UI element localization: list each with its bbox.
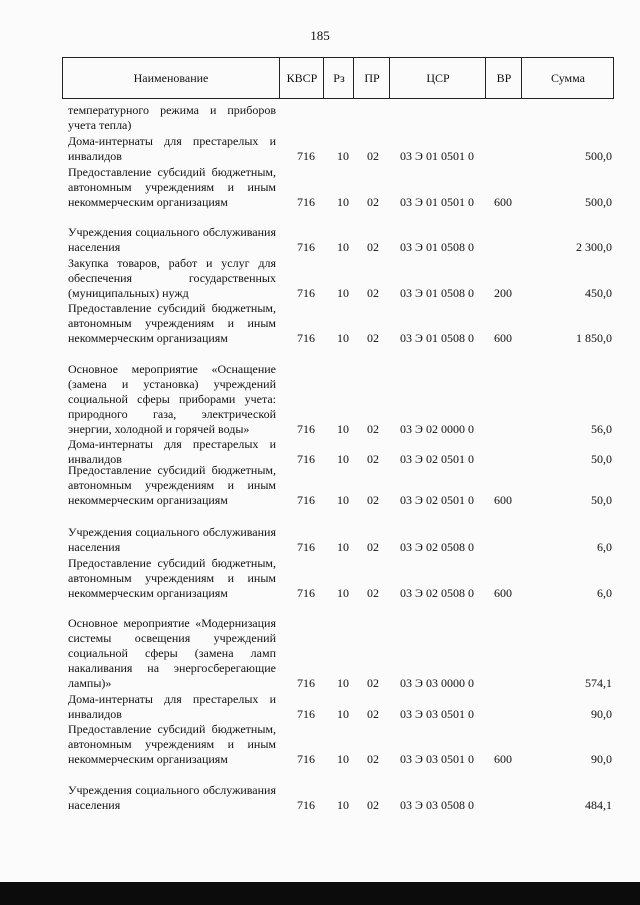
row-csr: 03 Э 03 0508 0 (400, 798, 474, 812)
row-name: Закупка товаров, работ и услуг для обеспечения государственных (муниципальных) нужд (68, 256, 276, 300)
row-csr: 03 Э 03 0000 0 (400, 676, 474, 690)
row-pr: 02 (367, 331, 379, 345)
page-number: 185 (310, 28, 330, 43)
row-sum: 56,0 (591, 422, 612, 436)
row-pr: 02 (367, 707, 379, 721)
row-pr: 02 (367, 286, 379, 300)
row-csr: 03 Э 01 0501 0 (400, 195, 474, 209)
row-rz: 10 (337, 676, 349, 690)
row-vr: 600 (494, 586, 512, 600)
row-rz: 10 (337, 493, 349, 507)
row-name: Учреждения социального обслуживания населения (68, 525, 276, 554)
row-kvsr: 716 (297, 286, 315, 300)
row-vr: 600 (494, 493, 512, 507)
row-sum: 500,0 (585, 149, 612, 163)
row-sum: 574,1 (585, 676, 612, 690)
row-vr: 600 (494, 195, 512, 209)
row-vr: 600 (494, 331, 512, 345)
table-header (62, 57, 614, 99)
row-kvsr: 716 (297, 586, 315, 600)
row-sum: 6,0 (597, 586, 612, 600)
row-csr: 03 Э 03 0501 0 (400, 707, 474, 721)
row-name: Учреждения социального обслуживания населения (68, 225, 276, 254)
row-sum: 50,0 (591, 452, 612, 466)
row-csr: 03 Э 02 0000 0 (400, 422, 474, 436)
row-name: температурного режима и приборов учета тепла) (68, 103, 276, 132)
row-vr: 600 (494, 752, 512, 766)
row-name: Дома-интернаты для престарелых и инвалидов (68, 134, 276, 163)
row-kvsr: 716 (297, 240, 315, 254)
row-sum: 450,0 (585, 286, 612, 300)
row-rz: 10 (337, 286, 349, 300)
row-sum: 50,0 (591, 493, 612, 507)
row-name: Основное мероприятие «Модернизация системы освещения учреждений социальной сферы (замена ламп накаливания на энергосберегающие лампы)» (68, 616, 276, 690)
row-csr: 03 Э 01 0508 0 (400, 331, 474, 345)
row-csr: 03 Э 02 0501 0 (400, 452, 474, 466)
row-name: Предоставление субсидий бюджетным, автономным учреждениям и иным некоммерческим организациям (68, 301, 276, 345)
row-sum: 2 300,0 (576, 240, 612, 254)
header-kvsr: КВСР (279, 58, 324, 98)
header-csr: ЦСР (389, 58, 486, 98)
row-name: Дома-интернаты для престарелых и инвалидов (68, 437, 276, 466)
row-pr: 02 (367, 452, 379, 466)
row-rz: 10 (337, 707, 349, 721)
scan-bottom-edge (0, 882, 640, 905)
row-kvsr: 716 (297, 422, 315, 436)
row-kvsr: 716 (297, 331, 315, 345)
row-kvsr: 716 (297, 493, 315, 507)
row-pr: 02 (367, 149, 379, 163)
row-rz: 10 (337, 540, 349, 554)
row-sum: 90,0 (591, 707, 612, 721)
row-rz: 10 (337, 195, 349, 209)
row-rz: 10 (337, 798, 349, 812)
row-name: Предоставление субсидий бюджетным, автономным учреждениям и иным некоммерческим организациям (68, 463, 276, 507)
row-rz: 10 (337, 752, 349, 766)
row-kvsr: 716 (297, 540, 315, 554)
header-sum: Сумма (521, 58, 614, 98)
row-sum: 6,0 (597, 540, 612, 554)
row-name: Дома-интернаты для престарелых и инвалидов (68, 692, 276, 721)
row-kvsr: 716 (297, 798, 315, 812)
row-pr: 02 (367, 752, 379, 766)
row-sum: 1 850,0 (576, 331, 612, 345)
header-pr: ПР (353, 58, 390, 98)
row-kvsr: 716 (297, 149, 315, 163)
row-vr: 200 (494, 286, 512, 300)
row-pr: 02 (367, 240, 379, 254)
row-sum: 90,0 (591, 752, 612, 766)
row-kvsr: 716 (297, 676, 315, 690)
row-rz: 10 (337, 452, 349, 466)
row-kvsr: 716 (297, 752, 315, 766)
row-sum: 500,0 (585, 195, 612, 209)
row-rz: 10 (337, 586, 349, 600)
row-rz: 10 (337, 149, 349, 163)
row-csr: 03 Э 02 0508 0 (400, 540, 474, 554)
header-name: Наименование (133, 71, 209, 85)
row-pr: 02 (367, 540, 379, 554)
row-name: Предоставление субсидий бюджетным, автономным учреждениям и иным некоммерческим организациям (68, 722, 276, 766)
row-csr: 03 Э 03 0501 0 (400, 752, 474, 766)
row-csr: 03 Э 01 0508 0 (400, 286, 474, 300)
row-pr: 02 (367, 195, 379, 209)
row-pr: 02 (367, 493, 379, 507)
row-csr: 03 Э 01 0501 0 (400, 149, 474, 163)
row-kvsr: 716 (297, 452, 315, 466)
header-vr: ВР (485, 58, 522, 98)
row-pr: 02 (367, 586, 379, 600)
row-name: Предоставление субсидий бюджетным, автономным учреждениям и иным некоммерческим организациям (68, 165, 276, 209)
row-name: Предоставление субсидий бюджетным, автономным учреждениям и иным некоммерческим организациям (68, 556, 276, 600)
row-csr: 03 Э 01 0508 0 (400, 240, 474, 254)
row-kvsr: 716 (297, 707, 315, 721)
row-pr: 02 (367, 798, 379, 812)
header-rz: Рз (323, 58, 354, 98)
row-rz: 10 (337, 240, 349, 254)
row-name: Учреждения социального обслуживания населения (68, 783, 276, 812)
row-rz: 10 (337, 422, 349, 436)
row-kvsr: 716 (297, 195, 315, 209)
row-pr: 02 (367, 676, 379, 690)
row-csr: 03 Э 02 0508 0 (400, 586, 474, 600)
row-pr: 02 (367, 422, 379, 436)
row-csr: 03 Э 02 0501 0 (400, 493, 474, 507)
row-rz: 10 (337, 331, 349, 345)
row-name: Основное мероприятие «Оснащение (замена и установка) учреждений социальной сферы приборами учета: природного газа, электрической энергии, холодной и горячей воды» (68, 362, 276, 436)
row-sum: 484,1 (585, 798, 612, 812)
